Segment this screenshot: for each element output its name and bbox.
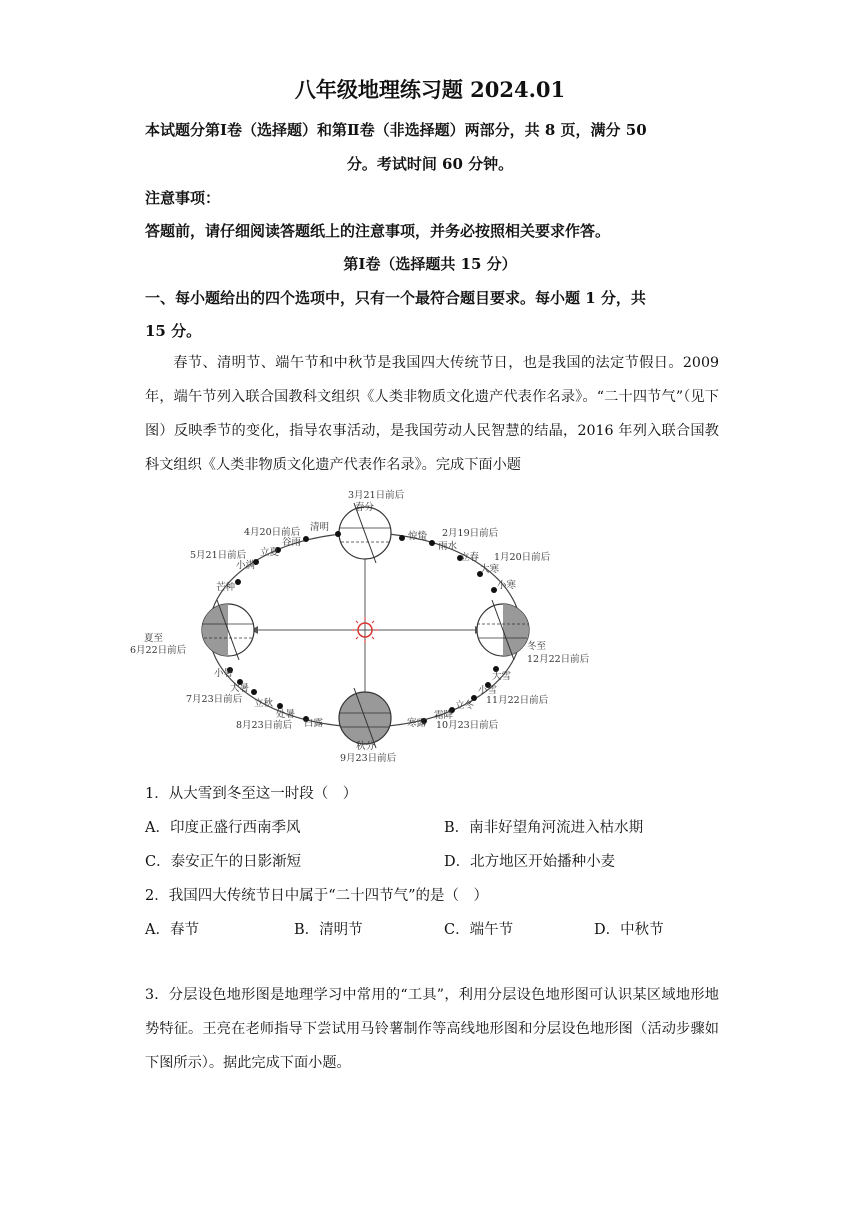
section-heading: 第Ⅰ卷（选择题共 15 分） <box>343 255 517 273</box>
term-chushu: 处暑 <box>276 709 296 720</box>
page-title: 八年级地理练习题 2024.01 <box>294 77 566 102</box>
q2-option-d[interactable]: D．中秋节 <box>594 922 664 938</box>
passage-1 <box>145 346 719 482</box>
term-yushui: 雨水 <box>438 541 458 552</box>
notice-text: 答题前，请仔细阅读答题纸上的注意事项，并务必按照相关要求作答。 <box>145 222 611 240</box>
term-lixia: 立夏 <box>260 547 280 558</box>
intro-line-1: 本试题分第Ⅰ卷（选择题）和第Ⅱ卷（非选择题）两部分，共 8 页，满分 50 <box>145 121 647 139</box>
label-summer-date: 6月22日前后 <box>130 645 187 656</box>
label-may21: 5月21日前后 <box>190 550 247 561</box>
q1-option-d[interactable]: D．北方地区开始播种小麦 <box>444 854 616 870</box>
label-jan20: 1月20日前后 <box>494 552 551 563</box>
label-autumn-name: 秋分 <box>356 741 376 752</box>
section-instruction-2: 15 分。 <box>145 322 202 340</box>
term-xiaoxue: 小雪 <box>478 685 498 696</box>
term-liqiu: 立秋 <box>254 698 274 709</box>
q1-option-b[interactable]: B．南非好望角河流进入枯水期 <box>444 820 644 836</box>
term-dashu: 大暑 <box>230 683 250 694</box>
passage-1-text: 春节、清明节、端午节和中秋节是我国四大传统节日，也是我国的法定节假日。2009 年，端午节列入联合国教科文组织《人类非物质文化遗产代表作名录》。“二十四节气”（见下图）反映季节的变化，指导农事活动，是我国劳动人民智慧的结晶，2016 年列入联合国教科文组织《人类非物质文化遗产代表作名录》。完成下面小题 <box>145 355 719 473</box>
q1-stem: 1．从大雪到冬至这一时段（ ） <box>145 786 358 802</box>
q2-option-c[interactable]: C．端午节 <box>444 922 514 938</box>
intro-line-2: 分。考试时间 60 分钟。 <box>346 155 514 173</box>
notice-heading: 注意事项： <box>145 189 221 207</box>
label-oct23: 10月23日前后 <box>436 720 499 731</box>
term-dahan: 大寒 <box>480 564 500 575</box>
term-guyu: 谷雨 <box>282 537 302 548</box>
label-autumn-date: 9月23日前后 <box>340 753 397 764</box>
q1-option-a[interactable]: A．印度正盛行西南季风 <box>145 820 301 836</box>
term-shuangjiang: 霜降 <box>434 710 454 721</box>
q2-option-b[interactable]: B．清明节 <box>294 922 363 938</box>
label-apr20: 4月20日前后 <box>244 527 301 538</box>
term-xiaoshu: 小暑 <box>214 668 234 679</box>
label-spring-name: 春分 <box>355 502 375 513</box>
term-mangzhong: 芒种 <box>216 582 236 593</box>
label-nov22: 11月22日前后 <box>486 695 549 706</box>
term-hanlu: 寒露 <box>407 718 427 729</box>
earth-summer <box>202 600 254 660</box>
label-jul23: 7月23日前后 <box>186 694 243 705</box>
term-daxue: 大雪 <box>492 671 512 682</box>
term-bailu: 白露 <box>304 718 324 729</box>
label-summer-name: 夏至 <box>144 633 164 644</box>
label-winter-name: 冬至 <box>527 641 547 652</box>
solar-terms-diagram <box>130 486 600 776</box>
q3-stem: 3．分层设色地形图是地理学习中常用的“工具”，利用分层设色地形图可认识某区域地形地势特征。王亮在老师指导下尝试用马铃薯制作等高线地形图和分层设色地形图（活动步骤如下图所示）。据此完成下面小题。 <box>145 987 719 1071</box>
section-instruction-1: 一、每小题给出的四个选项中，只有一个最符合题目要求。每小题 1 分，共 <box>145 289 646 307</box>
term-xiaoman: 小满 <box>236 560 256 571</box>
q2-option-a[interactable]: A．春节 <box>145 922 199 938</box>
term-qingming: 清明 <box>310 522 330 533</box>
term-jingzhe: 惊蛰 <box>408 531 428 542</box>
q2-stem: 2．我国四大传统节日中属于“二十四节气”的是（ ） <box>145 888 489 904</box>
term-lichun: 立春 <box>460 552 480 563</box>
earth-autumn <box>339 688 391 748</box>
label-winter-date: 12月22日前后 <box>527 654 590 665</box>
label-aug23: 8月23日前后 <box>236 720 293 731</box>
term-lidong: 立冬 <box>455 700 475 711</box>
term-xiaohan: 小寒 <box>497 580 517 591</box>
earth-winter <box>477 600 529 660</box>
q1-option-c[interactable]: C．泰安正午的日影渐短 <box>145 854 302 870</box>
label-spring-date: 3月21日前后 <box>348 490 405 501</box>
label-feb19: 2月19日前后 <box>442 528 499 539</box>
